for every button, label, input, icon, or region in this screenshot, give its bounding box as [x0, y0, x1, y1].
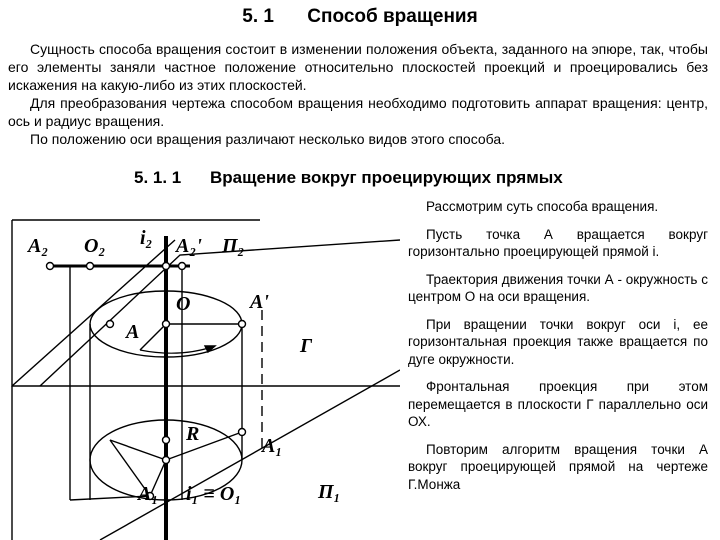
explanation-paragraph: При вращении точки вокруг оси i, ее горизонтальная проекция также вращается по дуге окружности. — [408, 316, 708, 367]
label-a1-right: A₁ — [262, 435, 283, 457]
label-o2: O₂ — [84, 235, 106, 257]
label-p1: П₁ — [318, 481, 341, 503]
subsection-title: Вращение вокруг проецирующих прямых — [210, 168, 563, 187]
explanation-paragraph: Фронтальная проекция при этом перемещается в плоскости Г параллельно оси ОХ. — [408, 379, 708, 429]
label-gamma: Г — [300, 335, 313, 357]
intro-text — [8, 40, 708, 148]
section-title: Способ вращения — [307, 6, 478, 27]
rotation-diagram — [0, 200, 400, 540]
subsection-number: 5. 1. 1 — [134, 168, 182, 187]
label-i1-o1: i₁ ≡ O₁ — [186, 483, 242, 505]
label-a: A — [126, 321, 140, 343]
subsection-heading — [134, 168, 563, 188]
label-a1-bottom: A₁ — [138, 483, 159, 505]
label-a2: A₂ — [28, 235, 49, 257]
page-title — [0, 6, 720, 28]
label-a-prime: A' — [250, 291, 269, 313]
label-o: O — [176, 293, 191, 315]
label-r: R — [186, 423, 200, 445]
explanation-panel — [408, 198, 708, 503]
explanation-paragraph: Пусть точка А вращается вокруг горизонтально проецирующей прямой i. — [408, 226, 708, 259]
explanation-paragraph: Повторим алгоритм вращения точки А вокруг проецирующей прямой на чертеже Г.Монжа — [408, 441, 708, 492]
explanation-paragraph: Траектория движения точки А - окружность с центром О на оси вращения. — [408, 271, 708, 304]
section-number: 5. 1 — [242, 6, 274, 27]
intro-paragraph-3: По положению оси вращения различают несколько видов этого способа. — [30, 131, 506, 147]
intro-paragraph-2: Для преобразования чертежа способом вращения необходимо подготовить аппарат вращения: центр, ось и радиус вращения. — [8, 95, 708, 129]
explanation-paragraph: Рассмотрим суть способа вращения. — [426, 199, 659, 214]
label-a2-prime: A₂' — [176, 235, 202, 257]
label-i2: i₂ — [140, 227, 153, 249]
label-p2: П₂ — [222, 235, 245, 257]
intro-paragraph-1: Сущность способа вращения состоит в изменении положения объекта, заданного на эпюре, так, чтобы его элементы заняли частное положение относительно плоскостей проекций и проецировались без искажения на какую-либо из этих плоскостей. — [8, 41, 708, 93]
